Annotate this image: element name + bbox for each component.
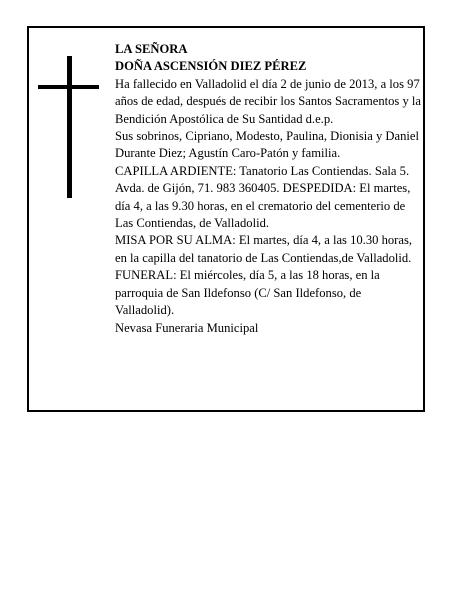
notice-paragraph-chapel: CAPILLA ARDIENTE: Tanatorio Las Contiendas. Sala 5. Avda. de Gijón, 71. 983 360405. DESPEDIDA: El martes, día 4, a las 9.30 horas, en el crematorio del cementerio de Las Contiendas, de Valladolid. xyxy=(115,163,411,231)
notice-paragraph-funeral: FUNERAL: El miércoles, día 5, a las 18 horas, en la parroquia de San Ildefonso (C/ San Ildefonso, de Valladolid). xyxy=(115,268,380,318)
notice-text xyxy=(115,41,421,337)
obituary-notice xyxy=(27,26,425,412)
cross-vertical-bar xyxy=(67,56,72,198)
notice-title-line2: DOÑA ASCENSIÓN DIEZ PÉREZ xyxy=(115,59,307,74)
notice-paragraph-funeral-home: Nevasa Funeraria Municipal xyxy=(115,320,259,335)
notice-paragraph-mass: MISA POR SU ALMA: El martes, día 4, a las 10.30 horas, en la capilla del tanatorio de Las Contiendas,de Valladolid. xyxy=(115,233,412,265)
notice-paragraph-family: Sus sobrinos, Cipriano, Modesto, Paulina, Dionisia y Daniel Durante Diez; Agustín Caro-Patón y familia. xyxy=(115,129,419,161)
notice-title-line1: LA SEÑORA xyxy=(115,42,188,56)
notice-paragraph-death: Ha fallecido en Valladolid el día 2 de junio de 2013, a los 97 años de edad, después de recibir los Santos Sacramentos y la Bendición Apostólica de Su Santidad d.e.p. xyxy=(115,76,422,126)
cross-horizontal-bar xyxy=(38,85,99,89)
